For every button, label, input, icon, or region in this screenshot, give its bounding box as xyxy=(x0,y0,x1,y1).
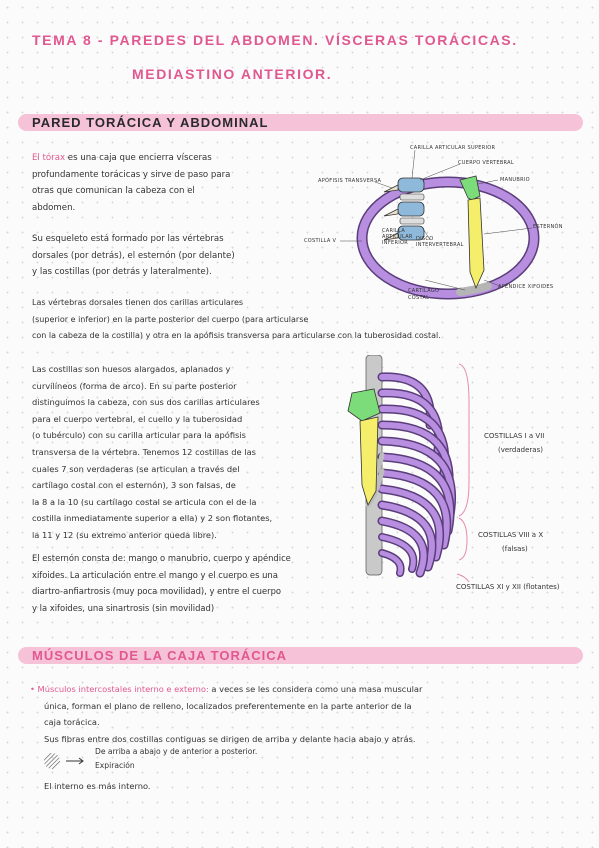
label-xifoides: APÉNDICE XIFOIDES xyxy=(498,284,554,290)
paragraph-intercostales: • Músculos intercostales interno e externo: a veces se les considera como una masa muscular única, forman el plano de relleno, localizados preferentemente en la parte anterior de la caja torácica. Sus fibras entre dos costillas contiguas se dirigen de arriba y delante hacia abajo y atrás. xyxy=(30,684,423,744)
label-cartilago: CARTÍLAGO COSTAL xyxy=(408,288,440,301)
label-manubrio: MANUBRIO xyxy=(500,177,530,183)
label-cuerpo-vertebral: CUERPO VERTEBRAL xyxy=(458,160,514,166)
label-costillas-verdaderas: COSTILLAS I a VII xyxy=(484,432,545,440)
last-line-interno: El interno es más interno. xyxy=(44,781,151,791)
label-disco: DISCO INTERVERTEBRAL xyxy=(416,236,464,248)
label-costillas-flotantes: COSTILLAS XI y XII (flotantes) xyxy=(456,583,560,591)
page-subtitle: MEDIASTINO ANTERIOR. xyxy=(132,66,333,82)
term-torax: El tórax xyxy=(32,153,66,163)
term-intercostales: Músculos intercostales interno e externo: xyxy=(37,684,209,694)
label-verdaderas: (verdaderas) xyxy=(498,446,543,454)
label-apofisis: APÓFISIS TRANSVERSA xyxy=(318,178,382,184)
paragraph-torax: El tórax es una caja que encierra vísceras profundamente torácicas y sirve de paso para otras que comunican la cabeza con el abdomen. xyxy=(32,153,231,213)
paragraph-esternon: El esternón consta de: mango o manubrio, cuerpo y apéndice xifoides. La articulación entre el mango y el cuerpo es una diartro-anfiartrosis (muy poca movilidad), y entre el cuerpo y la xifoides, una sinartrosis (sin movilidad) xyxy=(32,553,291,613)
section-heading-pared: PARED TORÁCICA Y ABDOMINAL xyxy=(32,115,269,130)
rib-group-brackets xyxy=(455,362,475,592)
label-carilla-inf: CARILLA ARTICULAR INFERIOR xyxy=(382,228,413,246)
label-carilla-sup: CARILLA ARTICULAR SUPERIOR xyxy=(410,145,496,151)
label-costilla-v: COSTILLA V xyxy=(304,238,337,244)
fiber-direction-text: De arriba a abajo y de anterior a posterior. Expiración xyxy=(95,747,258,770)
fiber-direction-diagram xyxy=(42,749,92,773)
label-falsas: (falsas) xyxy=(502,545,528,553)
paragraph-vertebras: Las vértebras dorsales tienen dos carillas articulares (superior e inferior) en la parte posterior del cuerpo (para articularse con la cabeza de la costilla) y otra en la apófisis transversa para articularse con la tuberosidad costal. xyxy=(32,298,441,341)
section-heading-musculos: MÚSCULOS DE LA CAJA TORÁCICA xyxy=(32,648,288,663)
paragraph-costillas: Las costillas son huesos alargados, aplanados y curvilíneos (forma de arco). En su parte posterior distinguimos la cabeza, con sus dos carillas articulares para el cuerpo vertebral, el cuello y la tuberosidad (o tubérculo) con su carilla articular para la apófisis transversa de la vértebra. Tenemos 12 costillas de las cuales 7 son verdaderas (se articulan a través del cartílago costal con el esternón), 3 son falsas, de la 8 a la 10 (su cartílago costal se articula con el de la costilla inmediatamente superior a ella) y 2 son flotantes, la 11 y 12 (su extremo anterior queda libre). xyxy=(32,364,273,540)
label-esternon: ESTERNÓN xyxy=(533,224,563,230)
page-title: TEMA 8 - PAREDES DEL ABDOMEN. VÍSCERAS TORÁCICAS. xyxy=(32,32,518,48)
paragraph-esqueleto: Su esqueleto está formado por las vértebras dorsales (por detrás), el esternón (por delante) y las costillas (por detrás y lateralmente). xyxy=(32,234,235,278)
label-costillas-falsas: COSTILLAS VIII a X xyxy=(478,531,544,539)
